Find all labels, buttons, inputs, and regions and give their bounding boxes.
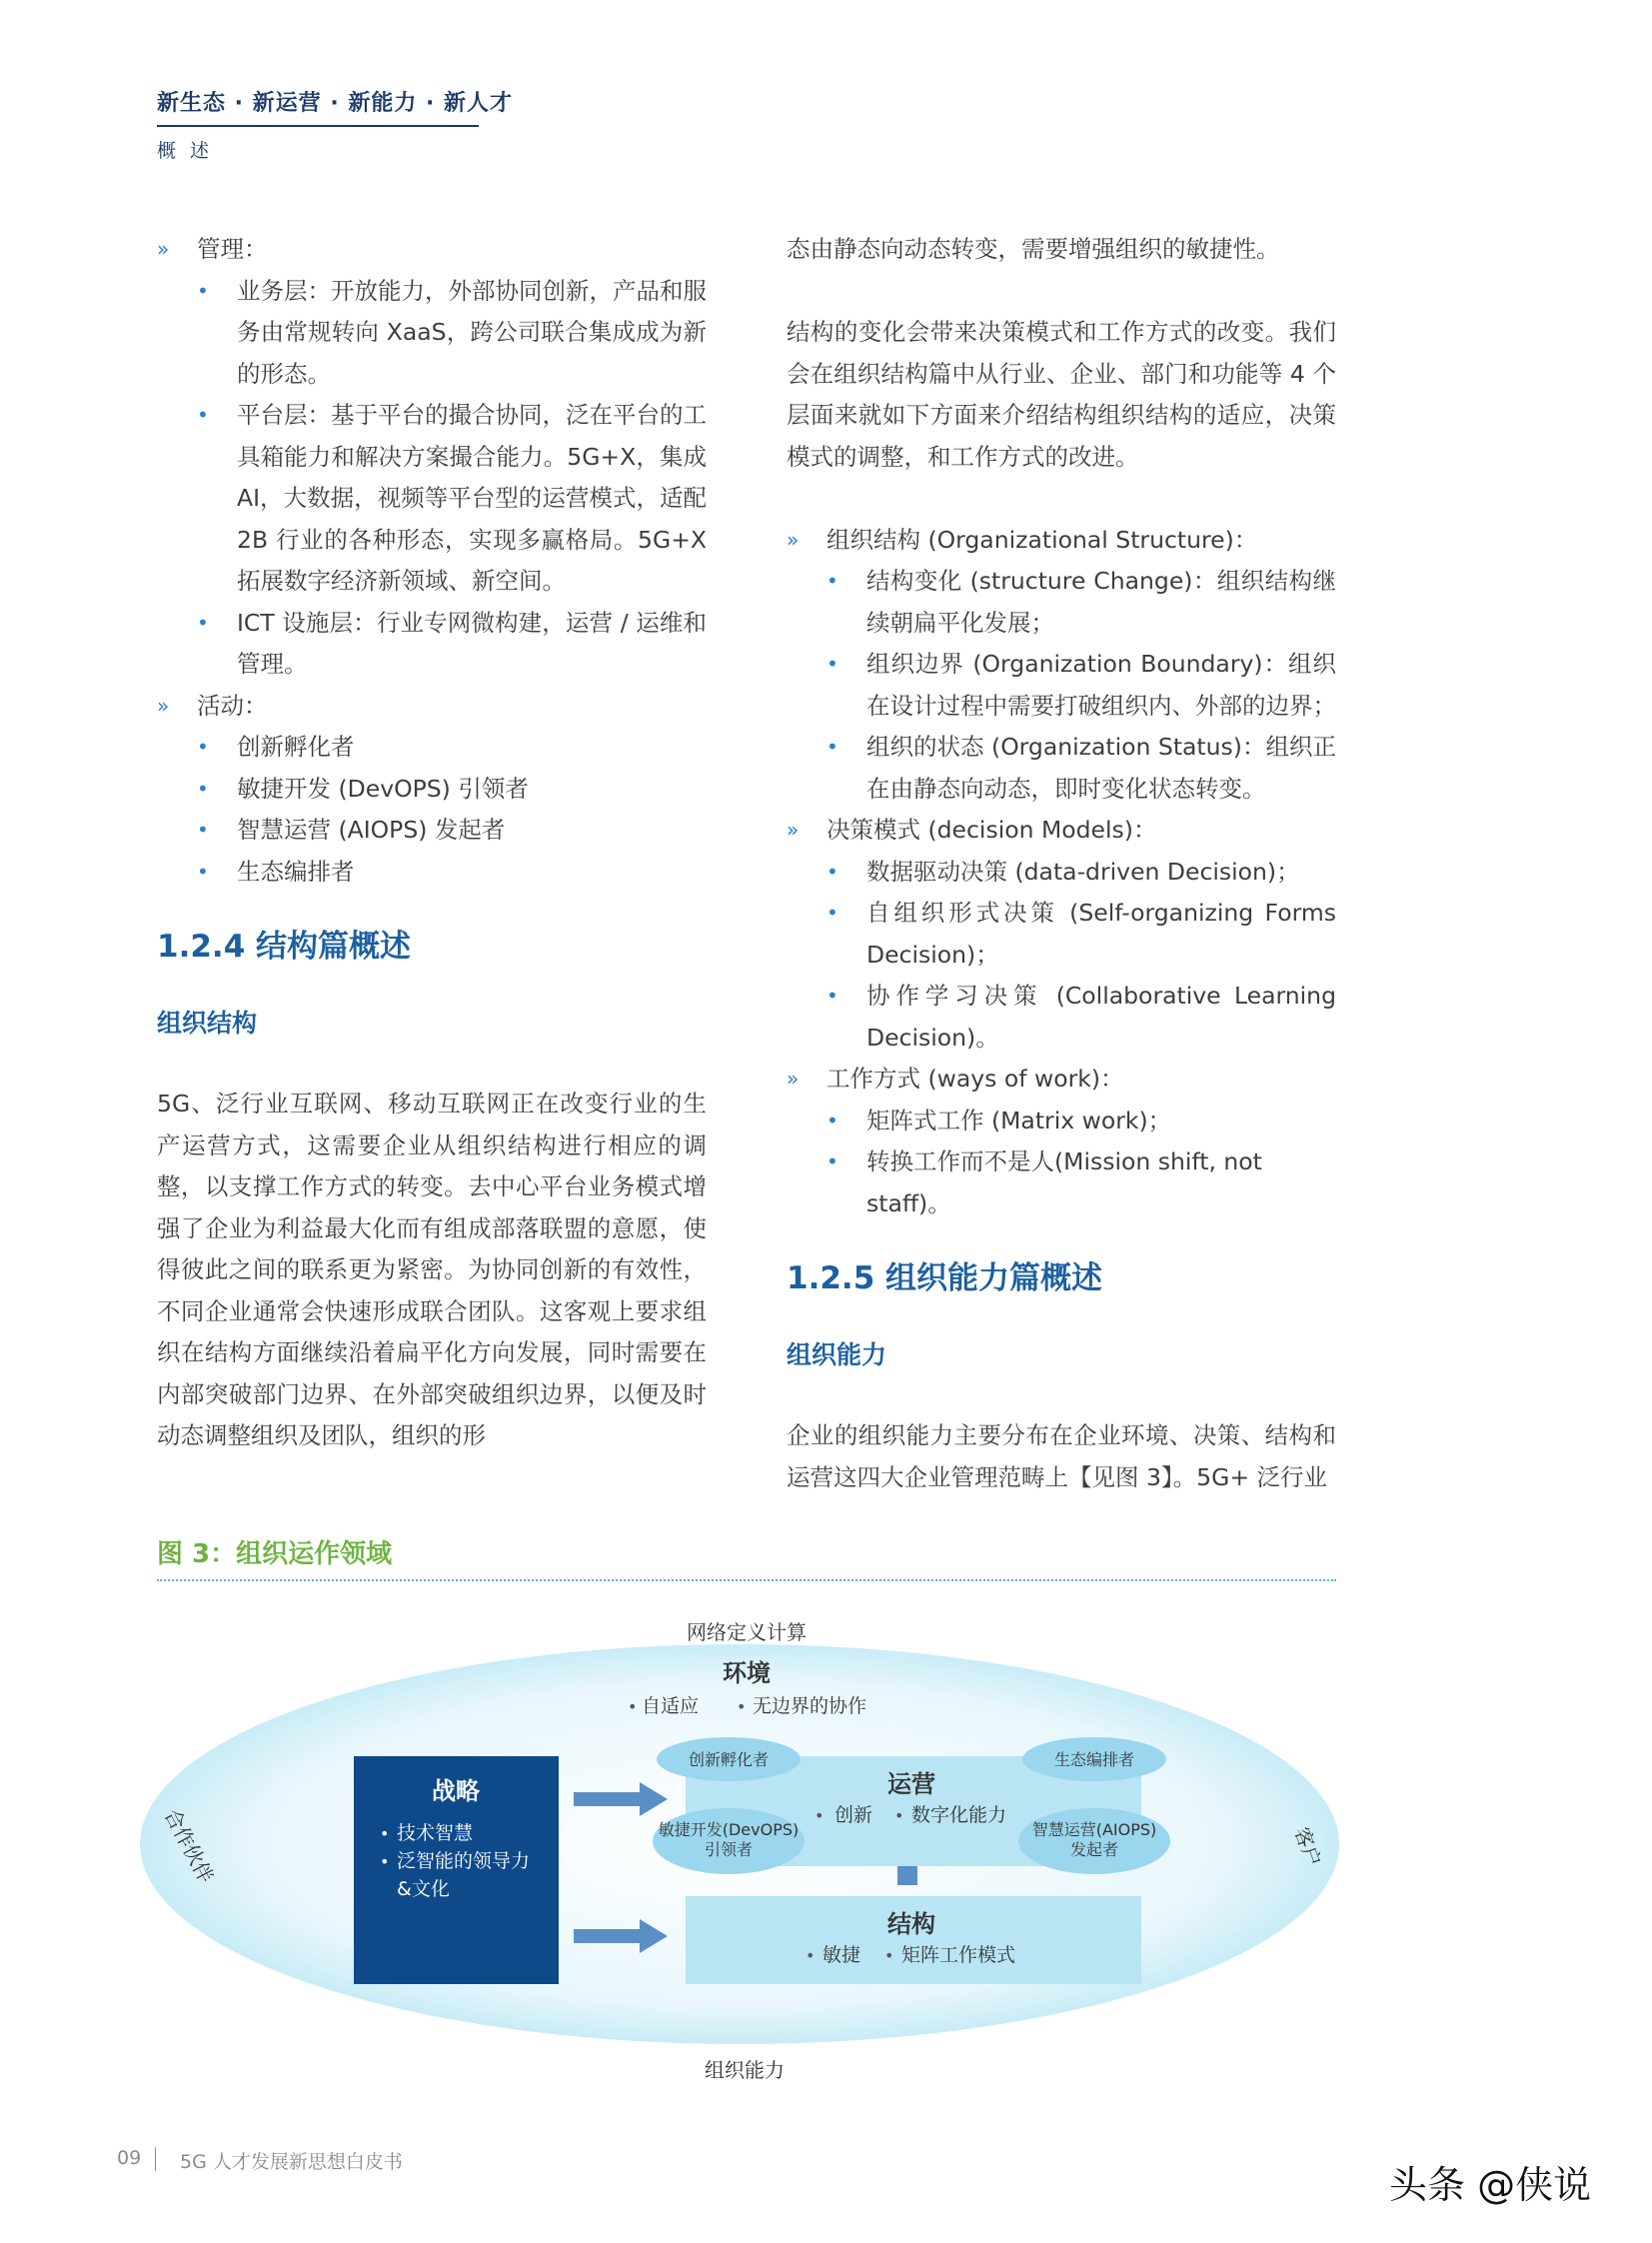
env-title: 环境 bbox=[723, 1659, 771, 1687]
header-subtitle: 概 述 bbox=[157, 140, 214, 162]
list-item: • 平台层：基于平台的撮合协同，泛在平台的工具箱能力和解决方案撮合能力。5G+X，集成AI，大数据，视频等平台型的运营模式，适配2B 行业的各种形态，实现多赢格局。5G+X 拓展数字经济新领域、新空间。 bbox=[157, 395, 707, 603]
list-item: • 数据驱动决策 (data-driven Decision)； bbox=[787, 852, 1336, 894]
bubble-label: 创新孵化者 bbox=[688, 1750, 770, 1769]
dot-bullet-icon: • bbox=[826, 569, 838, 593]
list-item: • 自组织形式决策 (Self-organizing Forms Decision)； bbox=[787, 893, 1336, 976]
env-bullet-icon: • bbox=[628, 1697, 638, 1716]
strategy-item: &文化 bbox=[397, 1878, 450, 1900]
dot-bullet-icon: • bbox=[197, 403, 209, 427]
ops-bullet-icon: • bbox=[815, 1806, 825, 1825]
bullet-ways-of-work: » 工作方式 (ways of work)： bbox=[787, 1059, 1336, 1101]
bullet-decision-models: » 决策模式 (decision Models)： bbox=[787, 810, 1336, 852]
list-item: • 组织边界 (Organization Boundary)：组织在设计过程中需要打破组织内、外部的边界； bbox=[787, 644, 1336, 727]
bubble-label: 智慧运营(AIOPS) bbox=[1031, 1820, 1157, 1839]
bubble-label: 发起者 bbox=[1069, 1840, 1119, 1859]
list-item: • 协作学习决策 (Collaborative Learning Decision)。 bbox=[787, 976, 1336, 1059]
struct-title: 结构 bbox=[887, 1910, 935, 1938]
chevron-bullet-icon: » bbox=[157, 693, 170, 718]
dot-bullet-icon: • bbox=[826, 901, 838, 925]
list-item: • 转换工作而不是人(Mission shift, not staff)。 bbox=[787, 1141, 1336, 1224]
list-item: • 矩阵式工作 (Matrix work)； bbox=[787, 1101, 1336, 1142]
bullet-management: » 管理： bbox=[157, 229, 707, 271]
dot-bullet-icon: • bbox=[826, 735, 838, 759]
dot-bullet-icon: • bbox=[197, 278, 209, 303]
left-column bbox=[157, 229, 707, 1457]
subsection-heading: 组织能力 bbox=[787, 1339, 887, 1369]
dot-bullet-icon: • bbox=[197, 859, 209, 884]
subsection-heading: 组织结构 bbox=[157, 1008, 258, 1038]
struct-item: 敏捷 bbox=[823, 1944, 861, 1966]
header-title: 新生态 · 新运营 · 新能力 · 新人才 bbox=[157, 91, 514, 116]
chevron-bullet-icon: » bbox=[787, 1067, 800, 1091]
dot-bullet-icon: • bbox=[826, 652, 838, 676]
document-title: 5G 人才发展新思想白皮书 bbox=[180, 2151, 403, 2173]
env-item: 无边界的协作 bbox=[753, 1695, 867, 1717]
dot-bullet-icon: • bbox=[197, 818, 209, 842]
env-item: 自适应 bbox=[642, 1695, 700, 1717]
list-item: • 生态编排者 bbox=[157, 852, 707, 894]
strategy-item: 技术智慧 bbox=[397, 1822, 474, 1844]
bubble-label: 敏捷开发(DevOPS) bbox=[658, 1820, 800, 1839]
strategy-item: 泛智能的领导力 bbox=[397, 1850, 531, 1872]
ops-item: 创新 bbox=[834, 1804, 873, 1826]
figure-title: 图 3：组织运作领域 bbox=[157, 1539, 393, 1569]
org-operation-diagram bbox=[0, 1599, 1652, 2099]
dot-bullet-icon: • bbox=[826, 859, 838, 884]
ops-item: 数字化能力 bbox=[911, 1804, 1007, 1826]
body-paragraph: 结构的变化会带来决策模式和工作方式的改变。我们会在组织结构篇中从行业、企业、部门和功能等 4 个层面来就如下方面来介绍结构组织结构的适应，决策模式的调整，和工作方式的改进。 bbox=[787, 318, 1336, 471]
struct-bullet-icon: • bbox=[806, 1946, 816, 1965]
list-item: • 业务层：开放能力，外部协同创新，产品和服务由常规转向 XaaS，跨公司联合集成成为新的形态。 bbox=[157, 271, 707, 396]
bottom-label: 组织能力 bbox=[705, 2058, 785, 2082]
footer-divider bbox=[155, 2147, 156, 2171]
figure-title-divider bbox=[157, 1579, 1336, 1581]
chevron-bullet-icon: » bbox=[787, 527, 800, 552]
struct-item: 矩阵工作模式 bbox=[901, 1944, 1016, 1966]
dot-bullet-icon: • bbox=[826, 1108, 838, 1132]
dot-bullet-icon: • bbox=[197, 735, 209, 759]
chevron-bullet-icon: » bbox=[787, 818, 800, 842]
dot-bullet-icon: • bbox=[197, 776, 209, 801]
bullet-activity: » 活动： bbox=[157, 686, 707, 728]
section-heading: 1.2.5 组织能力篇概述 bbox=[787, 1260, 1103, 1296]
left-side-label: 合作伙伴 bbox=[159, 1804, 219, 1887]
list-item: • 创新孵化者 bbox=[157, 727, 707, 769]
top-label: 网络定义计算 bbox=[687, 1620, 807, 1644]
bubble-label: 引领者 bbox=[704, 1840, 754, 1859]
list-item: • ICT 设施层：行业专网微构建，运营 / 运维和管理。 bbox=[157, 603, 707, 686]
body-paragraph: 态由静态向动态转变，需要增强组织的敏捷性。 bbox=[787, 235, 1280, 263]
strategy-title: 战略 bbox=[432, 1777, 480, 1805]
bullet-org-structure: » 组织结构 (Organizational Structure)： bbox=[787, 520, 1336, 562]
chevron-bullet-icon: » bbox=[157, 237, 170, 261]
dot-bullet-icon: • bbox=[826, 984, 838, 1008]
dot-bullet-icon: • bbox=[826, 1149, 838, 1173]
body-paragraph: 5G、泛行业互联网、移动互联网正在改变行业的生产运营方式，这需要企业从组织结构进行相应的调整，以支撑工作方式的转变。去中心平台业务模式增强了企业为利益最大化而有组成部落联盟的意愿，使得彼此之间的联系更为紧密。为协同创新的有效性，不同企业通常会快速形成联合团队。这客观上要求组织在结构方面继续沿着扁平化方向发展，同时需要在内部突破部门边界、在外部突破组织边界，以便及时动态调整组织及团队，组织的形 bbox=[157, 1090, 707, 1449]
right-side-label: 客户 bbox=[1289, 1823, 1326, 1870]
ops-bullet-icon: • bbox=[894, 1806, 904, 1825]
list-item: • 结构变化 (structure Change)：组织结构继续朝扁平化发展； bbox=[787, 561, 1336, 644]
right-column bbox=[787, 229, 1336, 1498]
bubble-label: 生态编排者 bbox=[1053, 1750, 1135, 1769]
list-item: • 智慧运营 (AIOPS) 发起者 bbox=[157, 810, 707, 852]
strategy-bullet-icon: • bbox=[380, 1824, 390, 1843]
list-item: • 组织的状态 (Organization Status)：组织正在由静态向动态，即时变化状态转变。 bbox=[787, 727, 1336, 810]
ops-title: 运营 bbox=[887, 1770, 935, 1798]
section-heading: 1.2.4 结构篇概述 bbox=[157, 929, 412, 965]
struct-bullet-icon: • bbox=[884, 1946, 894, 1965]
strategy-bullet-icon: • bbox=[380, 1852, 390, 1871]
env-bullet-icon: • bbox=[737, 1697, 747, 1716]
dot-bullet-icon: • bbox=[197, 610, 209, 635]
watermark: 头条 @侠说 bbox=[1389, 2163, 1592, 2207]
page-number: 09 bbox=[117, 2147, 142, 2169]
list-item: • 敏捷开发 (DevOPS) 引领者 bbox=[157, 769, 707, 811]
body-paragraph: 企业的组织能力主要分布在企业环境、决策、结构和运营这四大企业管理范畴上【见图 3】。5G+ 泛行业 bbox=[787, 1421, 1336, 1491]
header-divider bbox=[157, 125, 479, 127]
